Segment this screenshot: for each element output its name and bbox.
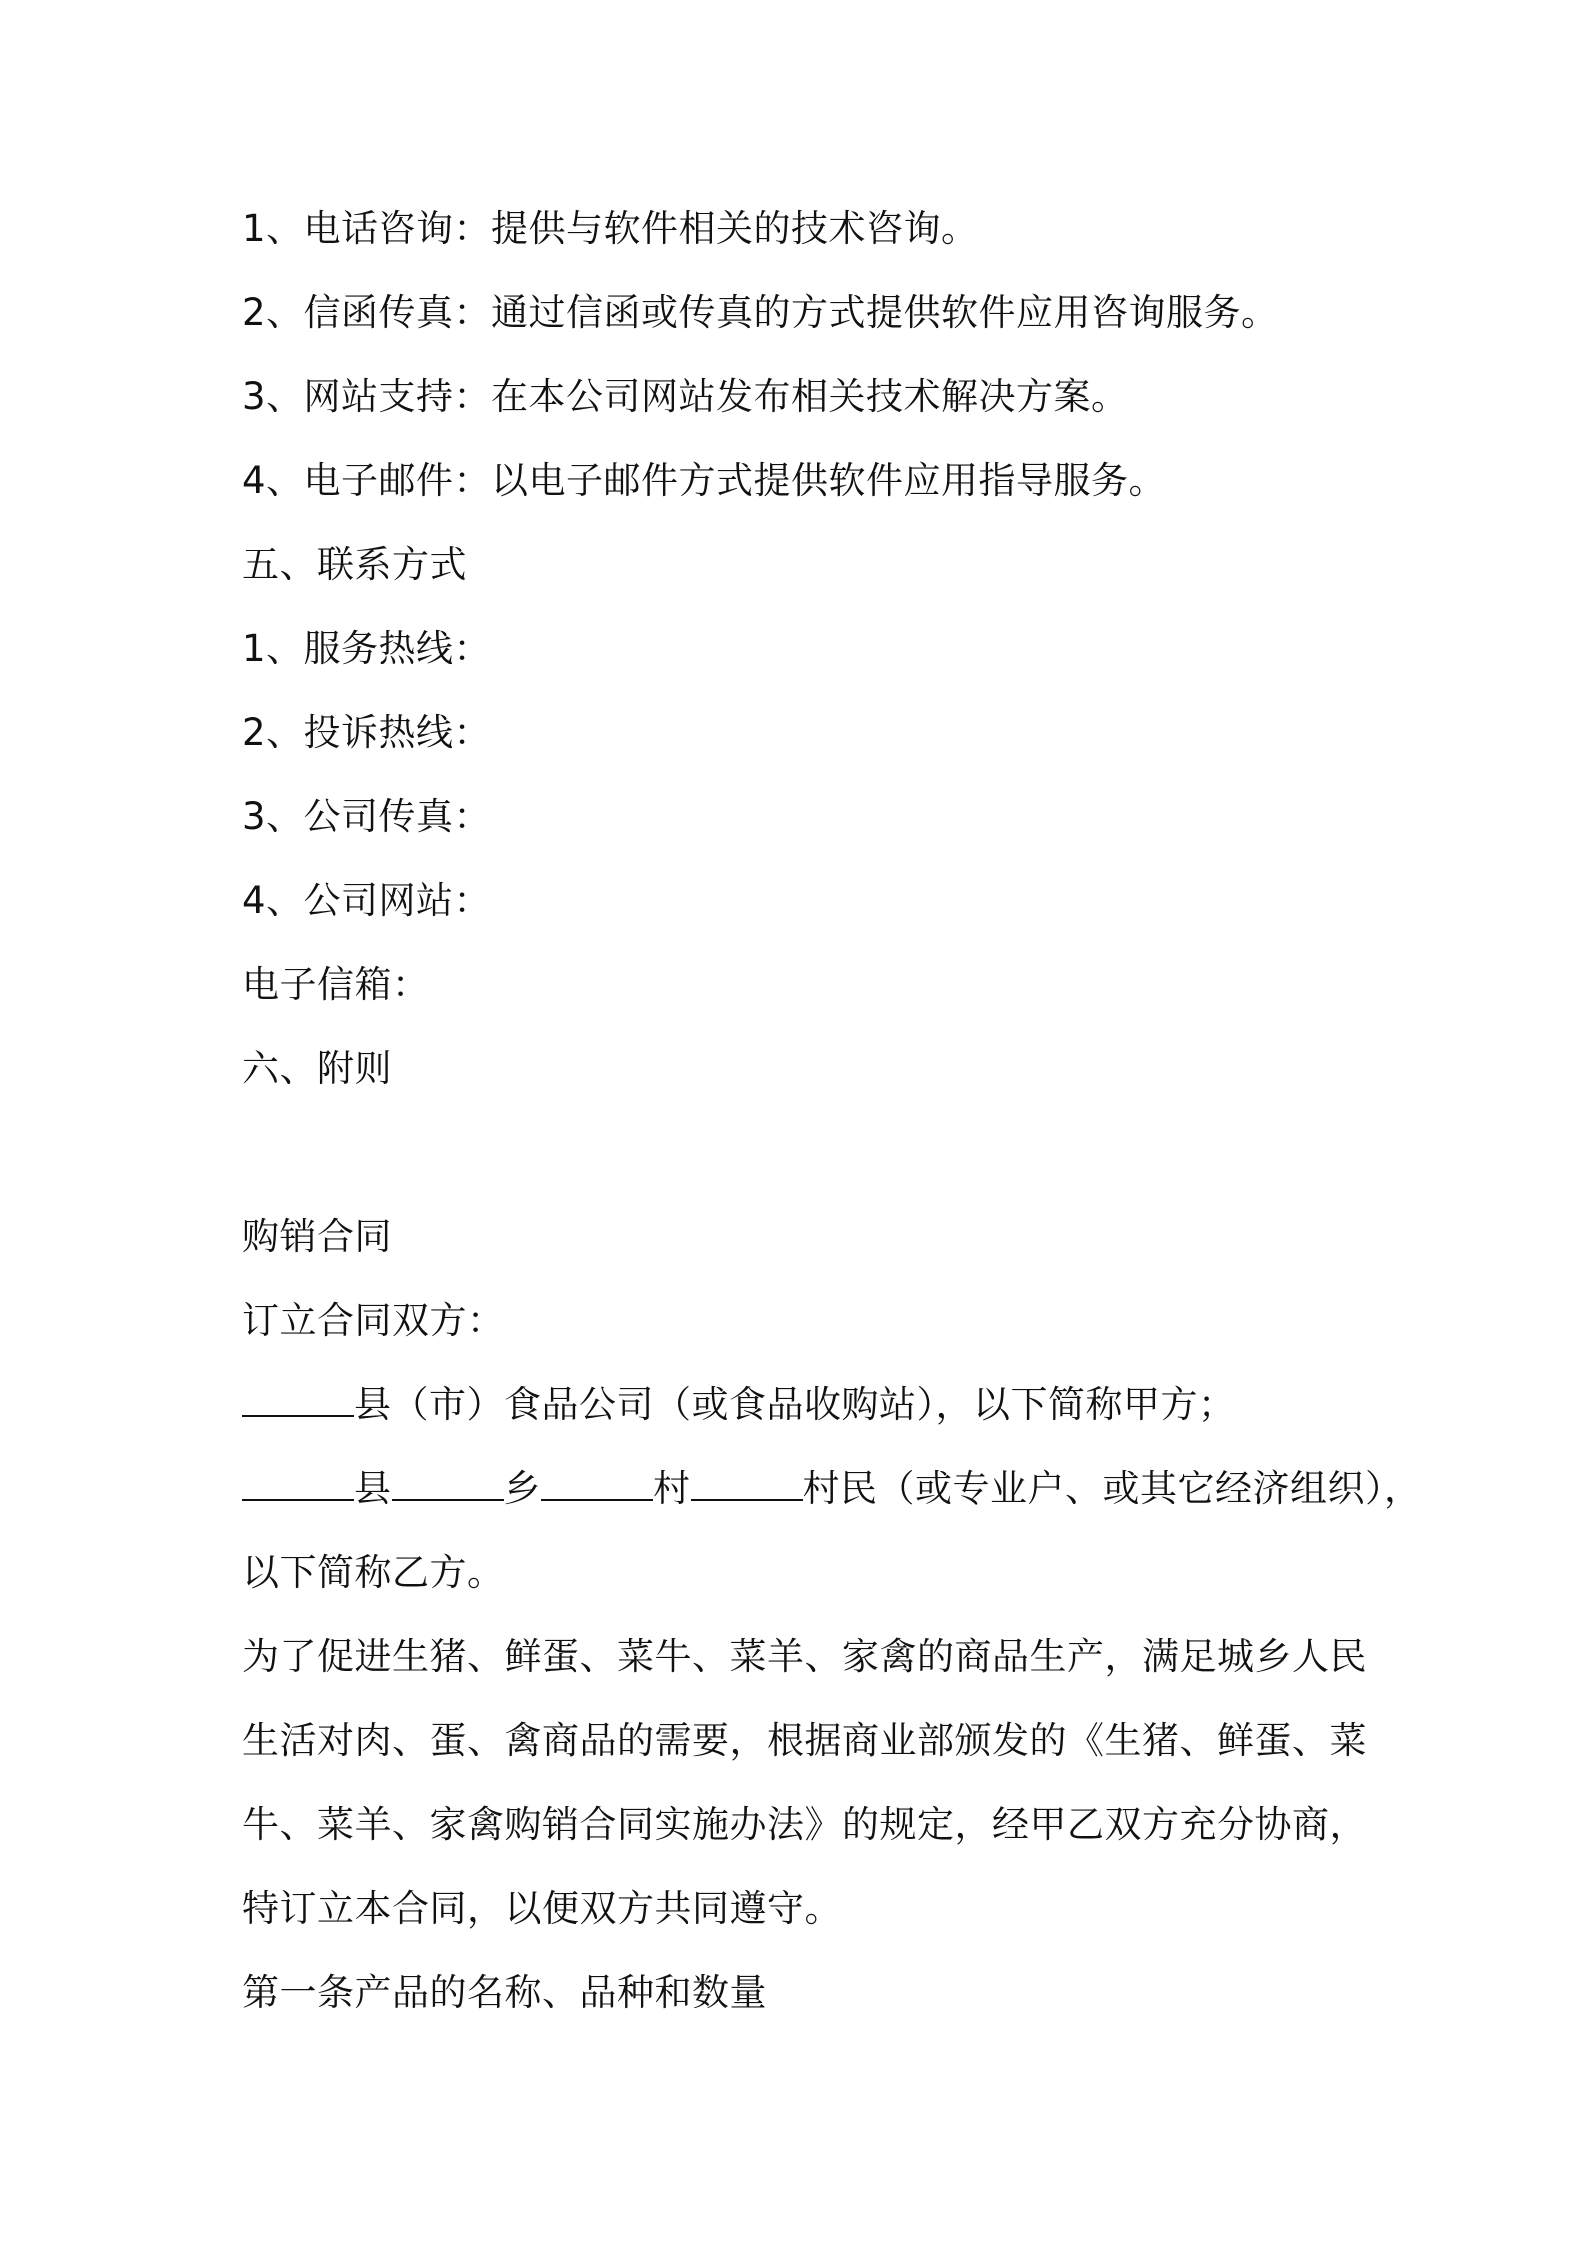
- party-a-text: 县（市）食品公司（或食品收购站），以下简称甲方；: [354, 1383, 1236, 1426]
- blank-underline: [691, 1469, 803, 1501]
- party-a-line: [242, 1382, 1236, 1428]
- contact-hotline: 1、服务热线：: [242, 627, 492, 670]
- contact-website: 4、公司网站：: [242, 879, 492, 922]
- contact-fax: 3、公司传真：: [242, 795, 492, 838]
- service-item-email: 4、电子邮件：以电子邮件方式提供软件应用指导服务。: [242, 459, 1167, 502]
- blank-underline: [392, 1469, 504, 1501]
- service-item-phone: 1、电话咨询：提供与软件相关的技术咨询。: [242, 207, 979, 250]
- blank-underline: [242, 1469, 354, 1501]
- preamble-line: 为了促进生猪、鲜蛋、菜牛、菜羊、家禽的商品生产，满足城乡人民: [242, 1635, 1367, 1678]
- contact-email: 电子信箱：: [242, 963, 430, 1006]
- contract-title: 购销合同: [242, 1215, 392, 1258]
- preamble-line: 生活对肉、蛋、禽商品的需要，根据商业部颁发的《生猪、鲜蛋、菜: [242, 1719, 1367, 1762]
- article-1-heading: 第一条产品的名称、品种和数量: [242, 1971, 767, 2014]
- preamble-line: 牛、菜羊、家禽购销合同实施办法》的规定，经甲乙双方充分协商，: [242, 1803, 1367, 1846]
- blank-underline: [242, 1385, 354, 1417]
- party-b-township: 乡: [503, 1467, 541, 1510]
- service-item-website: 3、网站支持：在本公司网站发布相关技术解决方案。: [242, 375, 1129, 418]
- contract-parties-label: 订立合同双方：: [242, 1299, 505, 1342]
- party-b-line-2: 以下简称乙方。: [242, 1551, 505, 1594]
- party-b-line: [242, 1466, 1422, 1512]
- preamble-line: 特订立本合同，以便双方共同遵守。: [242, 1887, 842, 1930]
- contact-heading: 五、联系方式: [242, 543, 467, 586]
- party-b-county: 县: [354, 1467, 392, 1510]
- party-b-village: 村: [653, 1467, 691, 1510]
- appendix-heading: 六、附则: [242, 1047, 392, 1090]
- blank-underline: [541, 1469, 653, 1501]
- contact-complaint-line: 2、投诉热线：: [242, 711, 492, 754]
- service-item-fax: 2、信函传真：通过信函或传真的方式提供软件应用咨询服务。: [242, 291, 1279, 334]
- party-b-villager: 村民（或专业户、或其它经济组织），: [802, 1467, 1422, 1510]
